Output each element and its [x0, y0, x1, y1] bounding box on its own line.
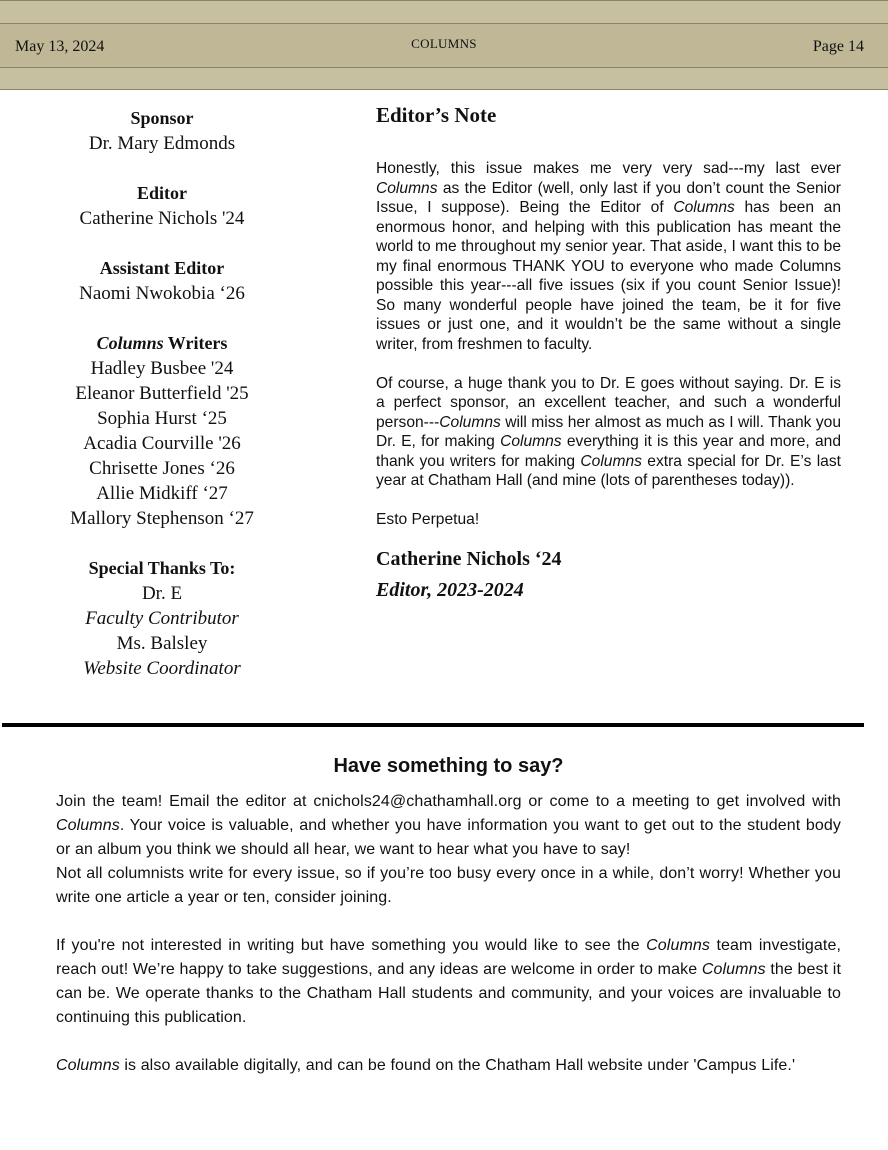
header-page-number: Page 14 [812, 38, 864, 55]
publication-name: Columns [580, 452, 642, 470]
editor-name: Catherine Nichols '24 [79, 208, 245, 229]
signature-name: Catherine Nichols ‘24 [376, 547, 562, 570]
text-run: is also available digitally, and can be found on the Chatham Hall website under 'Campus Life.' [119, 1057, 796, 1074]
thanks-role: Website Coordinator [83, 658, 241, 679]
writer-name: Acadia Courville '26 [83, 433, 241, 454]
text-run: team investigate, reach out! We’re happy to take suggestions, and any ideas are welcome in order to make [56, 937, 841, 978]
publication-name: Columns [376, 179, 438, 197]
page-header [0, 0, 888, 90]
call-to-action-title: Have something to say? [333, 755, 564, 777]
signature-role: Editor, 2023-2024 [376, 578, 524, 601]
writer-name: Chrisette Jones ‘26 [89, 458, 235, 479]
cta-paragraph [56, 934, 841, 1030]
publication-name: Columns [701, 961, 766, 978]
publication-name: Columns [646, 937, 710, 954]
call-to-action-section [56, 748, 841, 1078]
editor-group [44, 181, 280, 231]
text-run: If you're not interested in writing but have something you would like to see the [56, 937, 647, 954]
thanks-role: Faculty Contributor [85, 608, 239, 629]
staff-column [44, 106, 280, 706]
editors-note-paragraph [376, 374, 841, 491]
header-top-rule [0, 0, 888, 1]
cta-paragraph: Not all columnists write for every issue, so if you’re too busy every once in a while, don’t worry! Whether you write one article a year or ten, consider joining. [56, 865, 841, 906]
paragraph-gap [56, 910, 841, 934]
text-run: has been an enormous honor, and helping with this publication has meant the world to me throughout my senior year. That aside, I want this to be my final enormous THANK YOU to everyone who made Columns possible this year---all five issues (six if you count Senior Issue)! So many wonderful people have joined the team, be it for five issues or just one, and it wouldn’t be the same without a single writer, from freshmen to faculty. [376, 199, 841, 353]
text-run: extra special for Dr. E’s last year at Chatham Hall (and mine (lots of parentheses today)). [376, 452, 841, 489]
editor-label: Editor [136, 183, 187, 203]
special-thanks-group [44, 556, 280, 681]
writer-name: Sophia Hurst ‘25 [97, 408, 227, 429]
cta-paragraph [56, 790, 841, 862]
text-run: Of course, a huge thank you to Dr. E goes without saying. Dr. E is a perfect sponsor, an excellent teacher, and such a wonderful person--- [376, 374, 841, 431]
writer-name: Allie Midkiff ‘27 [96, 483, 228, 504]
header-bottom-rule [0, 89, 888, 90]
text-run: everything it is this year and more, and thank you writers for making [376, 433, 841, 470]
editors-note-closing: Esto Perpetua! [376, 511, 480, 528]
sponsor-group [44, 106, 280, 156]
thanks-name: Dr. E [141, 583, 183, 604]
writers-group [44, 331, 280, 531]
text-run: . Your voice is valuable, and whether you have information you want to get out to the student body or an album you think we should all hear, we want to hear what you have to say! [56, 817, 841, 858]
header-title: COLUMNS [411, 36, 477, 51]
header-rule [0, 67, 888, 68]
thanks-name: Ms. Balsley [116, 633, 208, 654]
header-rule [0, 23, 888, 24]
writer-name: Hadley Busbee '24 [90, 358, 234, 379]
text-run: Join the team! Email the editor at cnichols24@chathamhall.org or come to a meeting to get involved with [56, 793, 841, 810]
text-run: as the Editor (well, only last if you don’t count the Senior Issue, I suppose). Being the Editor of [376, 179, 841, 216]
assistant-editor-name: Naomi Nwokobia ‘26 [79, 283, 245, 304]
publication-name: Columns [500, 433, 562, 450]
publication-name: Columns [439, 413, 501, 431]
editors-note-title: Editor’s Note [376, 103, 497, 127]
writers-label-rest: Writers [163, 333, 228, 353]
text-run: Honestly, this issue makes me very very sad---my last ever [376, 160, 841, 177]
publication-name: Columns [673, 199, 735, 216]
cta-paragraph [56, 1054, 841, 1078]
writers-label-italic: Columns [96, 333, 164, 353]
header-date: May 13, 2024 [15, 38, 105, 55]
assistant-editor-label: Assistant Editor [99, 258, 225, 278]
editors-note-paragraph [376, 159, 841, 354]
section-divider [2, 723, 864, 727]
publication-name: Columns [56, 817, 120, 834]
writers-label [44, 331, 280, 356]
text-run: the best it can be. We operate thanks to the Chatham Hall students and community, and your voices are invaluable to continuing this publication. [56, 961, 841, 1026]
special-thanks-label: Special Thanks To: [88, 558, 236, 578]
publication-name: Columns [56, 1057, 120, 1074]
paragraph-gap [56, 1030, 841, 1054]
sponsor-label: Sponsor [130, 108, 194, 128]
writer-name: Eleanor Butterfield '25 [75, 383, 249, 404]
writer-name: Mallory Stephenson ‘27 [70, 508, 254, 529]
assistant-editor-group [44, 256, 280, 306]
sponsor-name: Dr. Mary Edmonds [88, 133, 236, 154]
editors-note [376, 100, 841, 606]
text-run: will miss her almost as much as I will. Thank you Dr. E, for making [376, 413, 841, 450]
